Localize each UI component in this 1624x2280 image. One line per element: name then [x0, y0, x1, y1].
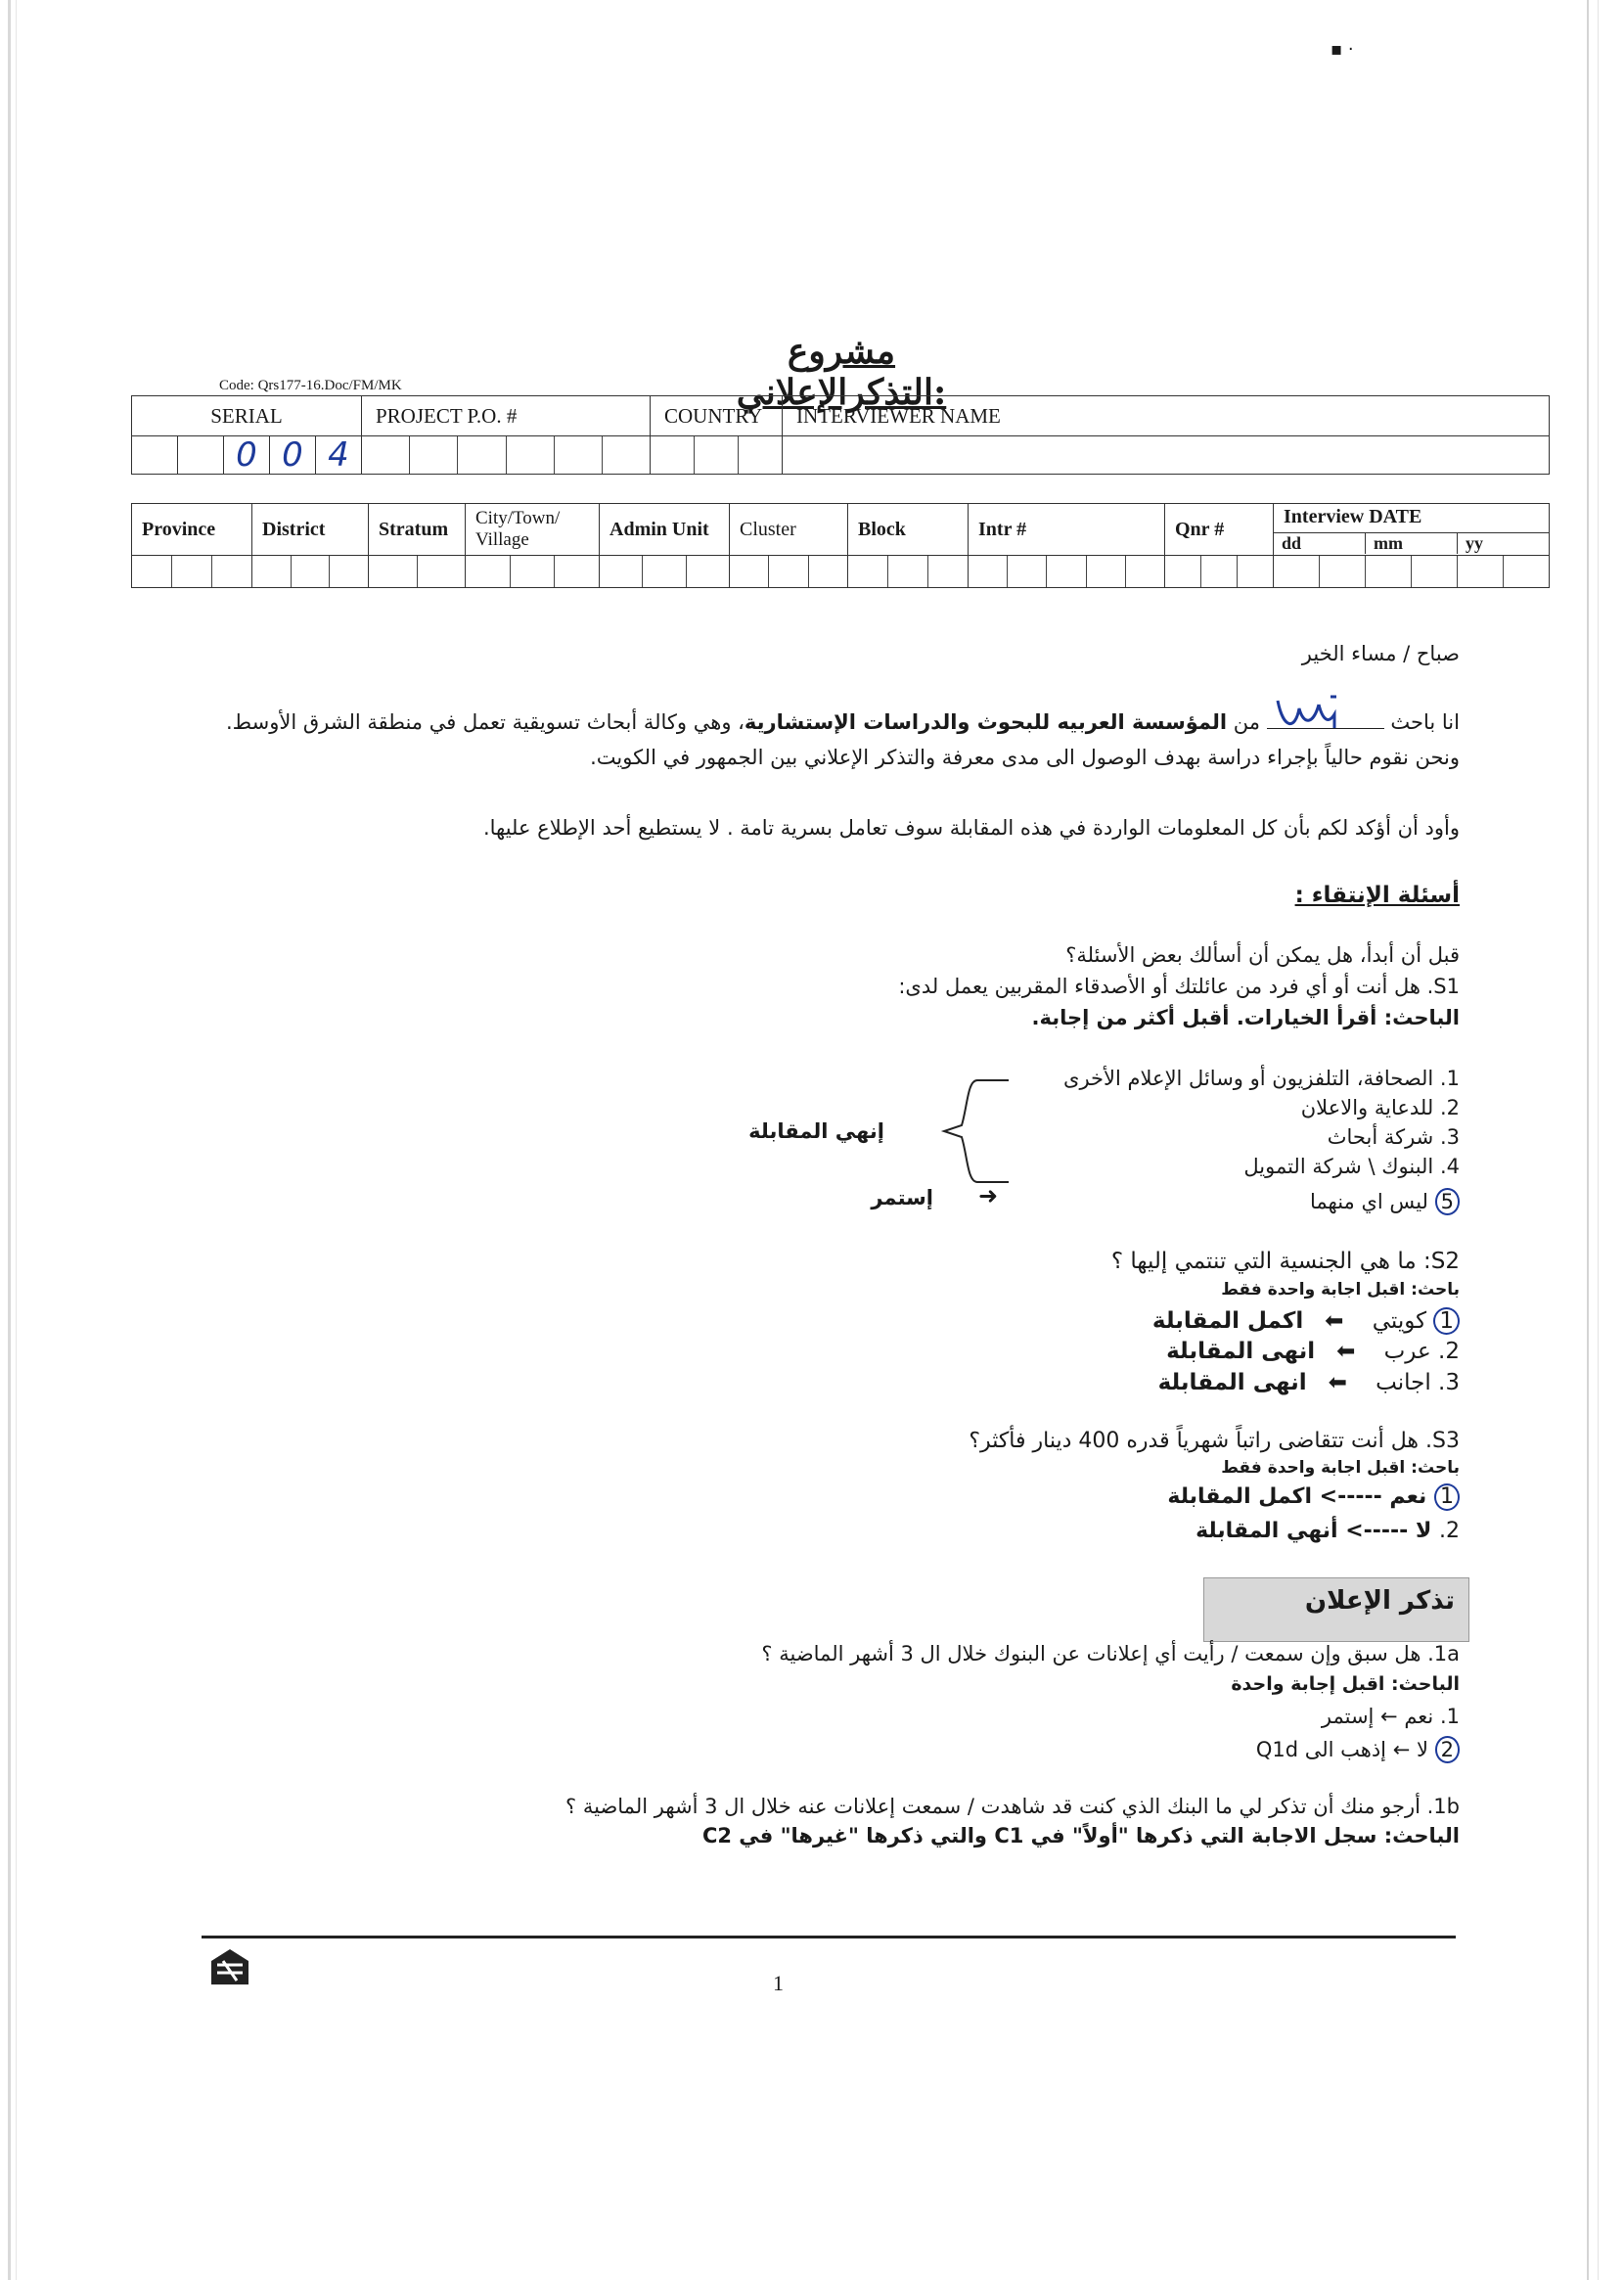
- arrow-left-icon: ➜: [978, 1182, 999, 1209]
- q1b-instruction: الباحث: سجل الاجابة التي ذكرها "أولاً" في C1 والتي ذكرها "غيرها" في C2: [701, 1824, 1460, 1847]
- qnr-field[interactable]: [1165, 556, 1274, 588]
- s1-option-selected[interactable]: [1310, 1188, 1460, 1215]
- selection-circle: 1: [1434, 1483, 1460, 1511]
- arrow-left-icon: ⬅: [1322, 1339, 1377, 1364]
- selection-circle: 1: [1433, 1307, 1460, 1335]
- s2-option-label: عرب: [1383, 1339, 1431, 1364]
- admin-unit-header: Admin Unit: [600, 504, 730, 556]
- country-field[interactable]: [651, 436, 783, 475]
- s1-continue: إستمر: [871, 1186, 933, 1209]
- s2-option-action: انهى المقابلة: [1166, 1339, 1316, 1364]
- s2-option-action: انهى المقابلة: [1157, 1370, 1307, 1395]
- interviewer-field[interactable]: [783, 436, 1550, 475]
- s1-instruction: الباحث: أقرأ الخيارات. أقبل أكثر من إجابة.: [1031, 1006, 1460, 1029]
- s3-instruction: باحث: اقبل اجابة واحدة فقط: [1221, 1458, 1460, 1478]
- s2-option-label: اجانب: [1376, 1370, 1431, 1395]
- question-1a: 1a. هل سبق وإن سمعت / رأيت أي إعلانات عن البنوك خلال ال 3 أشهر الماضية ؟: [761, 1642, 1460, 1665]
- serial-table: [131, 395, 1550, 475]
- s2-option-action: اكمل المقابلة: [1151, 1308, 1304, 1334]
- q1a-option[interactable]: 1. نعم ← إستمر: [1321, 1705, 1460, 1728]
- s2-option-label: كويتي: [1372, 1308, 1427, 1334]
- footer-divider: [202, 1936, 1456, 1938]
- screening-intro: قبل أن أبدأ، هل يمكن أن أسألك بعض الأسئلة؟: [1065, 943, 1460, 967]
- organization-name: المؤسسة العربيه للبحوث والدراسات الإستشارية: [744, 710, 1228, 734]
- interview-date-label: Interview DATE: [1284, 505, 1422, 527]
- s1-option-label: ليس اي منهما: [1310, 1190, 1428, 1213]
- s2-option[interactable]: [1152, 1307, 1460, 1335]
- question-s3: S3. هل أنت تتقاضى راتباً شهرياً قدره 400 دينار فأكثر؟: [969, 1429, 1460, 1453]
- screening-heading: أسئلة الإنتقاء :: [1294, 883, 1460, 908]
- city-field[interactable]: [466, 556, 600, 588]
- q1a-option-label: لا ← إذهب الى Q1d: [1255, 1738, 1428, 1761]
- scan-edge: [1587, 0, 1589, 2280]
- s1-option[interactable]: 4. البنوك \ شركة التمويل: [1243, 1155, 1460, 1178]
- selection-circle: 2: [1435, 1736, 1460, 1763]
- brace-icon: [934, 1076, 1013, 1186]
- date-mm-label: mm: [1366, 533, 1458, 554]
- s2-instruction: باحث: اقبل اجابة واحدة فقط: [1221, 1280, 1460, 1300]
- interviewer-header: INTERVIEWER NAME: [783, 396, 1550, 436]
- intro-text: انا باحث: [1390, 710, 1460, 734]
- intro-line-2: ونحن نقوم حالياً بإجراء دراسة بهدف الوصول الى مدى معرفة والتذكر الإعلاني بين الجمهور في الكويت.: [590, 746, 1460, 769]
- q1a-option-selected[interactable]: [1256, 1736, 1460, 1763]
- intro-text: ، وهي وكالة أبحاث تسويقية تعمل في منطقة الشرق الأوسط.: [226, 710, 744, 734]
- question-1b: 1b. أرجو منك أن تذكر لي ما البنك الذي كنت قد شاهدت / سمعت إعلانات عنه خلال ال 3 أشهر الماضية ؟: [565, 1795, 1460, 1818]
- intro-text: من: [1233, 710, 1261, 734]
- selection-circle: 5: [1435, 1188, 1460, 1215]
- confidentiality-note: وأود أن أؤكد لكم بأن كل المعلومات الواردة في هذه المقابلة سوف تعامل بسرية تامة . لا يستطيع أحد الإطلاع عليها.: [482, 816, 1460, 840]
- s2-option-num: 3.: [1438, 1370, 1460, 1395]
- stratum-field[interactable]: [369, 556, 466, 588]
- q1a-instruction: الباحث: اقبل إجابة واحدة: [1231, 1673, 1460, 1695]
- s3-option-text: لا -----> أنهي المقابلة: [1195, 1519, 1432, 1543]
- s3-option[interactable]: [1195, 1519, 1460, 1543]
- s3-option[interactable]: [1167, 1483, 1460, 1511]
- handwritten-signature: [1274, 691, 1352, 740]
- serial-digit: [132, 436, 178, 474]
- organization-logo-icon: [209, 1947, 250, 1986]
- s2-option[interactable]: [1166, 1339, 1460, 1364]
- s2-option-num: 2.: [1438, 1339, 1460, 1364]
- s1-option[interactable]: 2. للدعاية والاعلان: [1300, 1096, 1460, 1119]
- interview-date-header: [1274, 504, 1550, 556]
- cluster-header: Cluster: [730, 504, 848, 556]
- date-dd-label: dd: [1274, 533, 1366, 554]
- interview-date-field[interactable]: [1274, 556, 1550, 588]
- block-header: Block: [848, 504, 969, 556]
- location-table: [131, 503, 1550, 588]
- city-header: City/Town/ Village: [466, 504, 600, 556]
- admin-unit-field[interactable]: [600, 556, 730, 588]
- s3-option-text: نعم -----> اكمل المقابلة: [1167, 1484, 1427, 1509]
- serial-field[interactable]: [132, 436, 362, 475]
- district-field[interactable]: [252, 556, 369, 588]
- serial-digit: 4: [328, 435, 349, 475]
- question-s2: S2: ما هي الجنسية التي تنتمي إليها ؟: [1110, 1249, 1460, 1274]
- s1-option[interactable]: 3. شركة أبحاث: [1327, 1125, 1460, 1149]
- scan-edge: [8, 0, 11, 2280]
- country-header: COUNTRY: [651, 396, 783, 436]
- scan-speck: ▪ ·: [1331, 39, 1354, 60]
- intr-header: Intr #: [969, 504, 1165, 556]
- intr-field[interactable]: [969, 556, 1165, 588]
- document-code: Code: Qrs177-16.Doc/FM/MK: [219, 378, 402, 393]
- document-title: مشروع :التذكرالإعلاني: [736, 331, 947, 413]
- district-header: District: [252, 504, 369, 556]
- arrow-left-icon: ⬅: [1313, 1370, 1369, 1395]
- stratum-header: Stratum: [369, 504, 466, 556]
- serial-header: SERIAL: [132, 396, 362, 436]
- block-field[interactable]: [848, 556, 969, 588]
- project-header: PROJECT P.O. #: [362, 396, 651, 436]
- serial-digit: 0: [270, 436, 316, 474]
- s2-option[interactable]: [1158, 1370, 1460, 1395]
- question-s1: S1. هل أنت أو أي فرد من عائلتك أو الأصدقاء المقربين يعمل لدى:: [898, 975, 1460, 998]
- project-field[interactable]: [362, 436, 651, 475]
- section-header-box: [1203, 1577, 1469, 1642]
- qnr-header: Qnr #: [1165, 504, 1274, 556]
- province-header: Province: [132, 504, 252, 556]
- date-yy-label: yy: [1466, 532, 1483, 553]
- greeting: صباح / مساء الخير: [1301, 642, 1460, 665]
- s1-option[interactable]: 1. الصحافة، التلفزيون أو وسائل الإعلام الأخرى: [1063, 1067, 1460, 1090]
- s1-terminate: إنهي المقابلة: [748, 1119, 884, 1143]
- scan-edge: [16, 0, 17, 2280]
- s3-option-num: 2.: [1439, 1519, 1460, 1543]
- section-header-label: تذكر الإعلان: [1304, 1586, 1455, 1616]
- cluster-field[interactable]: [730, 556, 848, 588]
- serial-digit: [178, 436, 224, 474]
- scan-edge: [1598, 0, 1599, 2280]
- province-field[interactable]: [132, 556, 252, 588]
- page-number: 1: [773, 1971, 784, 1995]
- arrow-left-icon: ⬅: [1310, 1308, 1366, 1334]
- serial-digit: 0: [224, 436, 270, 474]
